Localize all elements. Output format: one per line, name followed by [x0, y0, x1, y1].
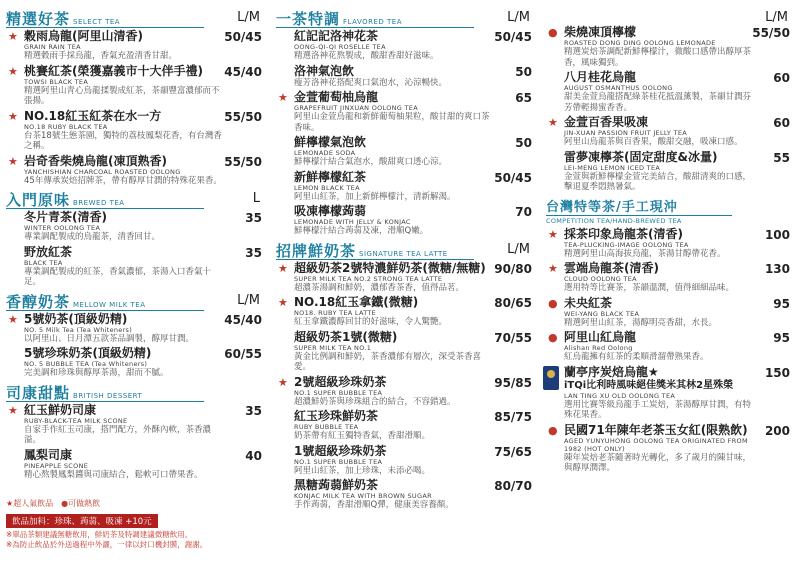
item-desc: 阿里山金萱烏龍和新鮮葡萄柚果粒，酸甘甜的爽口茶香味。: [294, 112, 490, 133]
item-price: 40: [245, 448, 262, 463]
item-name: 1號超級珍珠奶茶: [294, 443, 387, 458]
item-name: 金萱百香果吸凍: [564, 115, 649, 129]
item-name: 採茶印象烏龍茶(清香): [564, 226, 683, 241]
item-name: 雲端烏龍茶(清香): [564, 261, 659, 275]
item-english: AUGUST OSMANTHUS OOLONG: [564, 84, 673, 92]
item-name: 5號奶茶(頂級奶精): [24, 311, 128, 326]
item-english: LAN TING XU OLD OOLONG TEA: [564, 391, 676, 400]
menu-item: [276, 136, 538, 168]
item-desc: 紅玉拿鐵濃醇回甘的好滋味，令人驚艷。: [294, 317, 448, 327]
section-header-right: [546, 8, 796, 24]
item-english: YANCHISHIAN CHARCOAL ROASTED OOLONG: [24, 167, 181, 176]
menu-item: [6, 404, 268, 446]
item-price: 65: [515, 91, 532, 105]
menu-item: [276, 171, 538, 203]
item-english: LEMONADE WITH JELLY & KONJAC: [294, 218, 411, 226]
menu-item: [546, 424, 796, 474]
item-price: 55: [773, 150, 790, 165]
section-subtitle: MELLOW MILK TEA: [73, 300, 146, 309]
section-subtitle: COMPETITION TEA/HAND-BREWED TEA: [546, 216, 682, 225]
item-desc: 精選阿里山青心烏龍揉製成紅茶，茶韻豐富濃郁而不張揚。: [24, 85, 220, 106]
item-desc: 選用特等比賽茶，茶韻溫潤，值得細細品味。: [564, 283, 735, 293]
item-price: 130: [764, 262, 790, 276]
item-english: NO.18 RUBY BLACK TEA: [24, 122, 108, 131]
item-english: LEMON BLACK TEA: [294, 183, 360, 192]
item-name: 吸凍檸檬蒟蒻: [294, 204, 367, 218]
item-desc: 甜美金萱烏龍搭配綠茶桂花抵溫薰製，茶韻甘潤芬芳帶輕揚蜜香香。: [564, 92, 752, 113]
item-desc: 阿里山烏龍茶與百香果，酸甜交融，吸凍口感。: [564, 137, 743, 147]
item-price: 200: [764, 423, 790, 438]
item-desc: 手作蒟蒻，香甜滑順Q彈，健康美容養顏。: [294, 500, 454, 510]
item-price: 50/45: [494, 170, 532, 185]
menu-item: [6, 313, 268, 345]
menu-item: [276, 30, 538, 62]
item-price: 45/40: [224, 312, 262, 327]
item-name: 超級奶茶1號(微糖): [294, 329, 398, 344]
item-english: NO18. RUBY TEA LATTE: [294, 309, 377, 317]
item-desc: 陳年炭焙老茶隨著時光轉化，多了歲月的陳甘味，與醇厚潤澤。: [564, 452, 752, 473]
star-icon: ★: [278, 91, 288, 104]
item-price: 95/85: [494, 375, 532, 390]
item-price: 35: [245, 403, 262, 418]
menu-item: [276, 479, 538, 511]
item-name: 阿里山紅烏龍: [564, 330, 637, 344]
item-desc: 阿里山紅茶，加上新鮮檸檬汁，清新解渴。: [294, 191, 456, 202]
star-icon: ★: [8, 64, 18, 78]
legend: ★超人氣飲品 ●可做熱飲: [6, 499, 101, 508]
menu-item: [546, 151, 796, 193]
item-price: 45/40: [224, 64, 262, 79]
item-price: 85/75: [494, 410, 532, 424]
item-english: BLACK TEA: [24, 258, 63, 267]
item-desc: 精選炭焙茶調配新鮮檸檬汁，微酸口感帶出醇厚茶香，風味獨到。: [564, 47, 752, 68]
menu-item: [276, 410, 538, 442]
item-english: NO. 5 BUBBLE TEA (Tea Whiteners): [24, 360, 148, 368]
menu-item: [276, 445, 538, 477]
item-english: KONJAC MILK TEA WITH BROWN SUGAR: [294, 492, 432, 500]
note: ※單品茶類建議無糖飲用，鮮奶茶及特調建議微糖飲用。: [6, 530, 193, 539]
item-name: 金萱葡萄柚烏龍: [294, 90, 379, 104]
menu-footer: [6, 498, 268, 550]
menu-item: [6, 347, 268, 379]
price-header: L/M: [237, 10, 260, 25]
item-price: 80/65: [494, 296, 532, 310]
section-subtitle: FLAVORED TEA: [343, 18, 403, 26]
section-british-dessert: [6, 382, 268, 402]
item-price: 90/80: [494, 261, 532, 276]
section-title: 司康甜點: [6, 383, 71, 402]
item-price: 50: [515, 64, 532, 79]
star-icon: ●: [548, 331, 558, 344]
menu-item: [6, 30, 268, 62]
item-name: 蘭亭序炭焙烏龍★: [564, 364, 659, 379]
item-name: 岩奇香柴燒烏龍(凍頂熟香): [24, 153, 167, 168]
menu-item: [276, 205, 538, 237]
item-desc: 台茶18號生態茶園，獨特的荔枝鳳梨花香，有台灣香之稱。: [24, 130, 222, 151]
menu-item: [276, 91, 538, 133]
menu-column-left: [6, 8, 268, 483]
item-english: RUBY BUBBLE TEA: [294, 423, 359, 431]
item-price: 55/50: [224, 154, 262, 169]
section-flavored-tea: [276, 8, 538, 28]
item-desc: 自家手作紅玉司康，搭門配方，外酥內軟，茶香濃溢。: [24, 424, 212, 445]
price-header: L/M: [765, 10, 788, 25]
item-name: 柴燒凍頂檸檬: [564, 25, 637, 39]
section-subtitle: BRITISH DESSERT: [73, 391, 143, 400]
item-desc: 以阿里山、日月潭五款茶品調製，醇厚甘潤。: [24, 333, 195, 344]
item-english: SUPER MILK TEA NO.2 STRONG TEA LATTE: [294, 274, 443, 283]
price-header: L: [252, 191, 260, 206]
section-brewed-tea: [6, 189, 268, 209]
item-english: GRAPEFRUIT JINXUAN OOLONG TEA: [294, 104, 418, 112]
section-title: 台灣特等茶/手工現沖: [546, 199, 678, 215]
item-english: GRAIN RAIN TEA: [24, 43, 81, 51]
item-english: LEMONADE SODA: [294, 149, 356, 157]
section-subtitle: SELECT TEA: [73, 18, 121, 26]
item-english: TEA-PLUCKING-IMAGE OOLONG TEA: [564, 240, 689, 249]
item-english: JIN-XUAN PASSION FRUIT JELLY TEA: [564, 129, 687, 137]
item-desc: 超濃鮮奶茶與珍珠組合的結合，不容錯過。: [294, 396, 456, 407]
menu-item: [546, 26, 796, 68]
section-select-tea: [6, 8, 268, 28]
item-english: SUPER MILK TEA NO.1: [294, 343, 372, 352]
item-price: 55/50: [224, 109, 262, 124]
price-header: L/M: [237, 292, 260, 308]
menu-item: [6, 211, 268, 243]
menu-item: [276, 331, 538, 373]
item-price: 150: [764, 365, 790, 380]
star-icon: ★: [8, 30, 18, 43]
addon-banner: 飲品加料：珍珠、蒟蒻、吸凍 +10元: [6, 514, 158, 528]
note: ※為防止飲品於外送過程中外灑，一律以封口機封膜，謝謝。: [6, 540, 208, 549]
item-price: 35: [245, 245, 262, 260]
item-desc: 精選洛神花熬製成，酸甜香甜好滋味。: [294, 51, 439, 61]
star-icon: ●: [548, 296, 558, 310]
item-price: 60/55: [224, 347, 262, 361]
star-icon: ★: [8, 403, 18, 417]
section-title: 一茶特調: [276, 10, 341, 28]
star-icon: ●: [548, 26, 558, 39]
menu-item: [6, 449, 268, 481]
section-title: 入門原味: [6, 191, 71, 209]
star-icon: ★: [8, 154, 18, 168]
item-price: 50/45: [224, 30, 262, 44]
item-desc: 阿里山紅茶，加上珍珠，未添必喝。: [294, 465, 431, 476]
menu-item: [546, 262, 796, 294]
item-price: 100: [764, 227, 790, 242]
item-english: NO.1 SUPER BUBBLE TEA: [294, 388, 383, 397]
item-desc: 專業調配製成的烏龍茶，清香回甘。: [24, 232, 161, 242]
item-name: 2號超級珍珠奶茶: [294, 374, 387, 389]
item-name: 未央紅茶: [564, 295, 613, 310]
item-desc: 奶茶帶有紅玉獨特香氣，香甜滑順。: [294, 431, 431, 441]
item-price: 60: [773, 71, 790, 85]
item-name: NO.18紅玉拿鐵(微糖): [294, 295, 419, 309]
item-desc: 專業調配製成的紅茶，香氣濃郁，茶湯入口香氣十足。: [24, 266, 212, 287]
item-name: 鮮檸檬氣泡飲: [294, 135, 367, 149]
item-name: 八月桂花烏龍: [564, 70, 637, 84]
item-english: PINEAPPLE SCONE: [24, 461, 89, 470]
item-price: 50: [515, 136, 532, 150]
item-award-line: iTQi比利時風味絕佳獎米其林2星殊榮: [564, 379, 734, 391]
section-subtitle: SIGNATURE TEA LATTE: [359, 249, 448, 258]
menu-item: [276, 65, 538, 89]
item-price: 95: [773, 296, 790, 311]
item-price: 35: [245, 211, 262, 225]
star-icon: ★: [278, 296, 288, 309]
item-desc: 金萱與新鮮檸檬金萱完美結合，酸甜清爽的口感，擊退夏季悶熱暑氣。: [564, 171, 752, 192]
item-english: WINTER OOLONG TEA: [24, 224, 101, 232]
section-title: 香醇奶茶: [6, 292, 71, 311]
menu-column-middle: [276, 8, 538, 514]
item-name: 鳳梨司康: [24, 447, 73, 462]
item-name: 雷夢凍檸茶(固定甜度&冰量): [564, 149, 718, 164]
item-name: 超級奶茶2號特濃鮮奶茶(微糖/無糖): [294, 260, 486, 275]
item-desc: 完美調和珍珠與醇厚茶湯，甜而不膩。: [24, 368, 169, 378]
item-desc: 45年傳承炭焙招牌茶，帶有醇厚甘潤的特殊花果香。: [24, 175, 222, 186]
star-icon: ★: [548, 116, 558, 129]
menu-item: [546, 228, 796, 260]
item-english: AGED YUNYUHONG OOLONG TEA ORIGINATED FROM 1982 (HOT ONLY): [564, 436, 748, 453]
item-name: 洛神氣泡飲: [294, 63, 355, 78]
star-icon: ★: [8, 312, 18, 326]
menu-item: [546, 366, 796, 421]
item-price: 95: [773, 331, 790, 345]
menu-item: [546, 116, 796, 148]
item-name: 桃賽紅茶(榮獲嘉義市十大伴手禮): [24, 63, 203, 78]
item-price: 50/45: [494, 30, 532, 44]
star-icon: ★: [278, 375, 288, 389]
item-desc: 選用比賽等級烏龍手工炭焙，茶湯醇厚甘潤，有特殊花果香。: [564, 399, 752, 420]
star-icon: ●: [548, 423, 558, 437]
star-icon: ★: [278, 261, 288, 275]
menu-item: [6, 246, 268, 288]
menu-item: [546, 297, 796, 329]
item-name: 5號珍珠奶茶(頂級奶精): [24, 346, 152, 360]
item-english: TOWSI BLACK TEA: [24, 77, 89, 86]
item-desc: 瘦芳洛神花搭配爽口氣泡水，沁涼暢快。: [294, 77, 448, 88]
award-badge-icon: [543, 366, 559, 390]
menu-item: [6, 155, 268, 187]
section-title: 精選好茶: [6, 10, 71, 28]
menu-item: [6, 65, 268, 107]
item-english: ROASTED DONG DING OOLONG LEMONADE: [564, 39, 716, 47]
menu-column-right: [546, 8, 796, 477]
item-price: 70/55: [494, 330, 532, 345]
item-name: 紅記記洛神花茶: [294, 29, 379, 43]
section-mellow-milk-tea: [6, 291, 268, 311]
item-name: 黑糖蒟蒻鮮奶茶: [294, 478, 379, 492]
item-desc: 黃金比例調和鮮奶，茶香濃郁有層次，深受茶香喜愛。: [294, 351, 482, 372]
item-price: 75/65: [494, 444, 532, 459]
item-price: 80/70: [494, 479, 532, 493]
item-english: CLOUD OOLONG TEA: [564, 275, 637, 283]
item-name: 紅玉鮮奶司康: [24, 402, 97, 417]
menu-item: [6, 110, 268, 152]
menu-item: [546, 331, 796, 363]
item-name: 冬片青茶(清香): [24, 210, 107, 224]
item-name: 民國71年陳年老茶玉女紅(限熟飲): [564, 422, 748, 437]
item-desc: 超濃茶湯調和鮮奶，濃郁香茶香，值得品茗。: [294, 282, 465, 293]
menu-item: [276, 296, 538, 328]
item-name: 新鮮檸檬紅茶: [294, 169, 367, 184]
menu-item: [546, 71, 796, 113]
price-header: L/M: [507, 10, 530, 25]
item-name: 穀雨烏龍(阿里山清香): [24, 29, 143, 43]
menu-item: [276, 376, 538, 408]
item-price: 60: [773, 116, 790, 130]
item-desc: 精選阿里山高海拔烏龍，茶湯甘醇帶花香。: [564, 248, 726, 259]
section-competition-tea: [546, 196, 796, 216]
item-english: OONG-QI-QI ROSELLE TEA: [294, 43, 386, 51]
item-desc: 紅烏龍擁有紅茶的柔順滑溜帶熟果香。: [564, 352, 709, 362]
item-name: 紅玉珍珠鮮奶茶: [294, 409, 379, 423]
item-english: RUBY-BLACK-TEA MILK SCONE: [24, 416, 128, 425]
item-english: Alishan Red Oolong: [564, 344, 633, 352]
item-english: NO.1 SUPER BUBBLE TEA: [294, 457, 383, 466]
item-price: 70: [515, 205, 532, 219]
section-signature-tea-latte: [276, 240, 538, 260]
item-english: WEI-YANG BLACK TEA: [564, 309, 640, 318]
item-english: NO. 5 Milk Tea (Tea Whiteners): [24, 325, 133, 334]
item-price: 55/50: [752, 26, 790, 40]
item-desc: 精選穀雨手採烏龍，香氣充盈清香甘甜。: [24, 51, 178, 61]
star-icon: ★: [8, 109, 18, 123]
star-icon: ★: [548, 227, 558, 241]
item-name: NO.18紅玉紅茶在水一方: [24, 108, 162, 123]
price-header: L/M: [507, 241, 530, 257]
star-icon: ★: [548, 262, 558, 275]
item-name: 野放紅茶: [24, 244, 73, 259]
item-desc: 鮮檸檬汁結合氣泡水，酸甜爽口透心涼。: [294, 157, 448, 167]
item-english: LEI-MENG LEMON ICED TEA: [564, 163, 661, 172]
item-desc: 精選阿里山紅茶，湯醇明亮香甜，水長。: [564, 317, 718, 328]
item-desc: 鮮檸檬汁結合蒟蒻及凍，滑順Q嫩。: [294, 226, 429, 236]
section-title: 招牌鮮奶茶: [276, 241, 357, 260]
item-desc: 精心熬製鳳梨醬與司康結合，鬆軟可口帶果香。: [24, 469, 203, 480]
section-subtitle: BREWED TEA: [73, 199, 125, 207]
menu-item: [276, 262, 538, 294]
